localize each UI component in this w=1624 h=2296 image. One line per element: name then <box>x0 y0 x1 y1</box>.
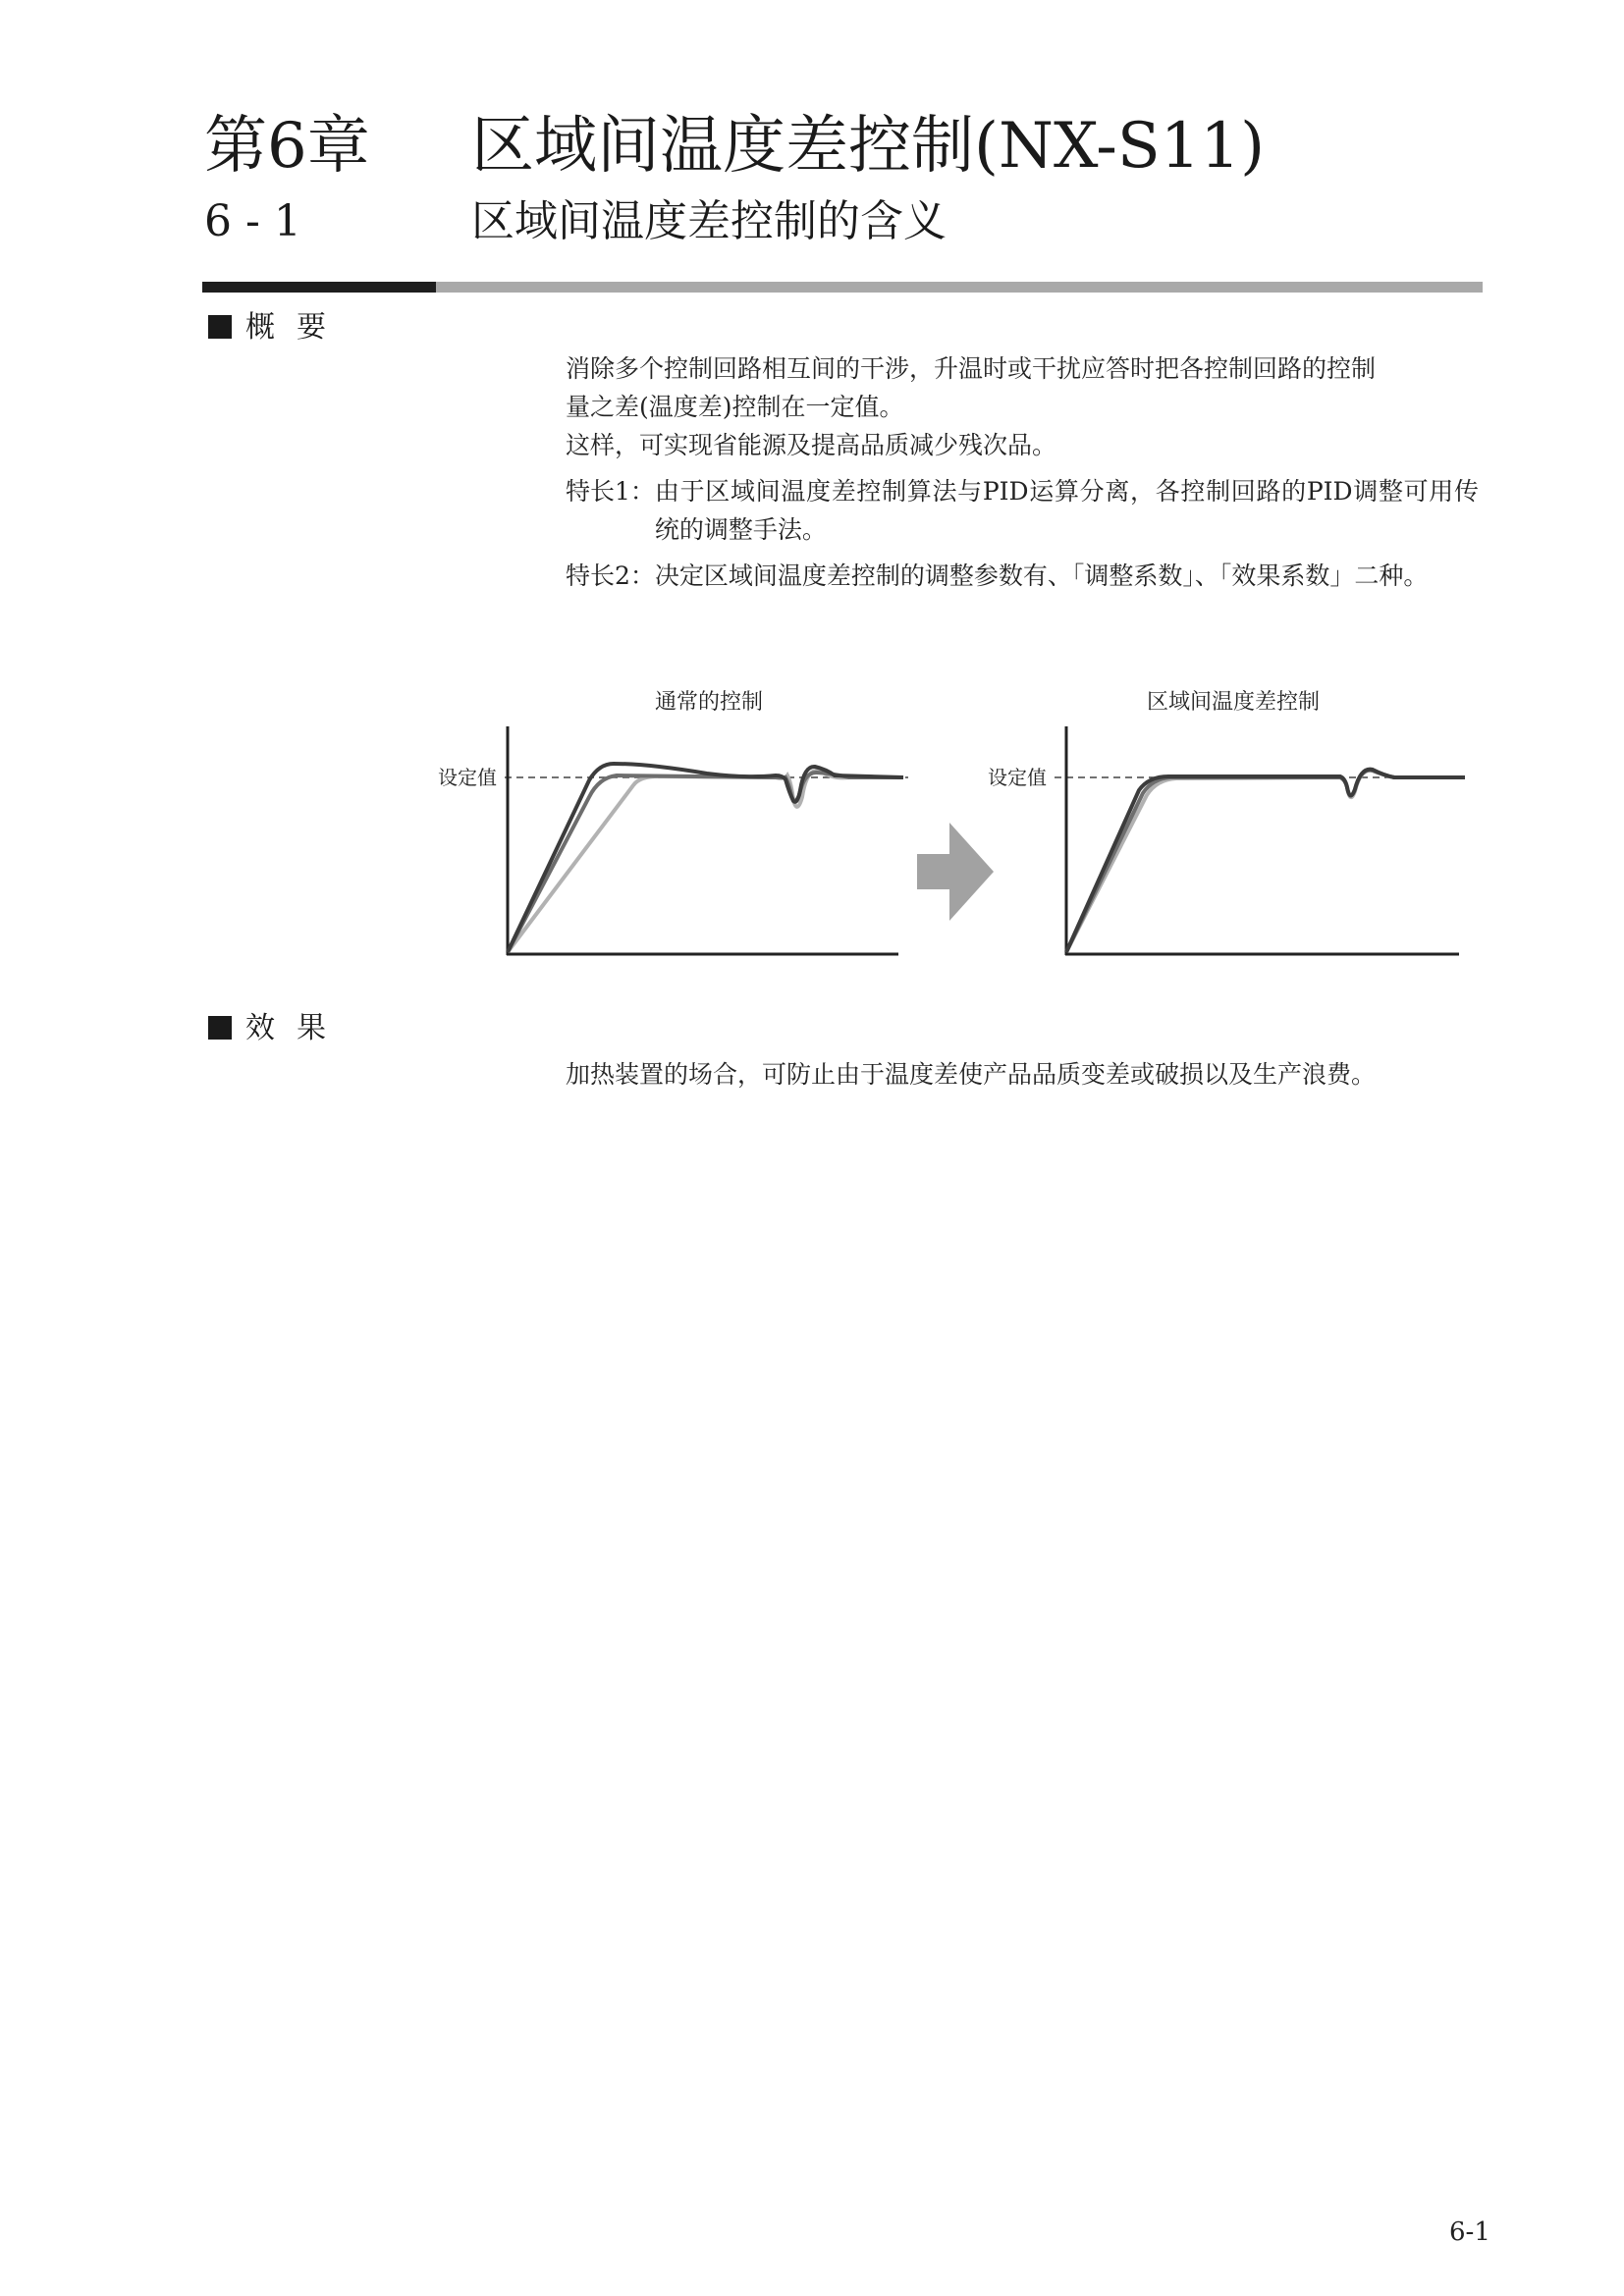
overview-heading <box>208 310 348 346</box>
feature-text: 由于区域间温度差控制算法与PID运算分离，各控制回路的PID调整可用传统的调整手法。 <box>654 477 1479 544</box>
section-title <box>204 194 947 249</box>
overview-line: 消除多个控制回路相互间的干涉，升温时或干扰应答时把各控制回路的控制 <box>566 354 1377 383</box>
section-name: 区域间温度差控制的含义 <box>471 196 947 246</box>
comparison-figure-svg <box>412 677 1492 972</box>
header-rule-dark <box>202 282 436 293</box>
left-graph-title: 通常的控制 <box>654 690 764 715</box>
chapter-number: 第6章 <box>204 110 370 183</box>
chapter-name: 区域间温度差控制(NX-S11) <box>471 110 1266 183</box>
right-setpoint-label: 设定值 <box>988 766 1047 789</box>
overview-line: 量之差(温度差)控制在一定值。 <box>566 393 904 421</box>
right-curve-mid <box>1066 771 1465 952</box>
section-number: 6 - 1 <box>204 196 301 246</box>
right-graph-title: 区域间温度差控制 <box>1146 690 1321 715</box>
left-curve-mid <box>508 773 903 952</box>
square-bullet-icon <box>208 1016 232 1040</box>
left-curve-light <box>508 771 903 952</box>
feature-2 <box>566 557 1479 595</box>
chapter-title <box>204 108 1265 185</box>
right-curve-light <box>1066 771 1465 952</box>
effect-text: 加热装置的场合，可防止由于温度差使产品品质变差或破损以及生产浪费。 <box>566 1060 1377 1089</box>
feature-text: 决定区域间温度差控制的调整参数有、「调整系数」、「效果系数」二种。 <box>654 561 1429 590</box>
feature-1 <box>566 472 1479 549</box>
page-number: 6-1 <box>1449 2217 1490 2247</box>
left-curve-dark <box>508 764 903 952</box>
right-arrow-icon <box>917 823 994 921</box>
effect-heading-label: 效果 <box>245 1011 348 1045</box>
effect-heading <box>208 1011 348 1046</box>
effect-body <box>566 1055 1479 1094</box>
feature-label: 特长1： <box>566 477 655 506</box>
square-bullet-icon <box>208 315 232 339</box>
left-setpoint-label: 设定值 <box>438 766 497 789</box>
comparison-figure <box>412 677 1492 972</box>
overview-line: 这样，可实现省能源及提高品质减少残次品。 <box>566 431 1057 459</box>
feature-label: 特长2： <box>566 561 655 590</box>
overview-heading-label: 概要 <box>245 310 348 345</box>
right-curve-dark <box>1066 770 1465 952</box>
header-rule-light <box>436 282 1483 293</box>
overview-body <box>566 349 1479 595</box>
